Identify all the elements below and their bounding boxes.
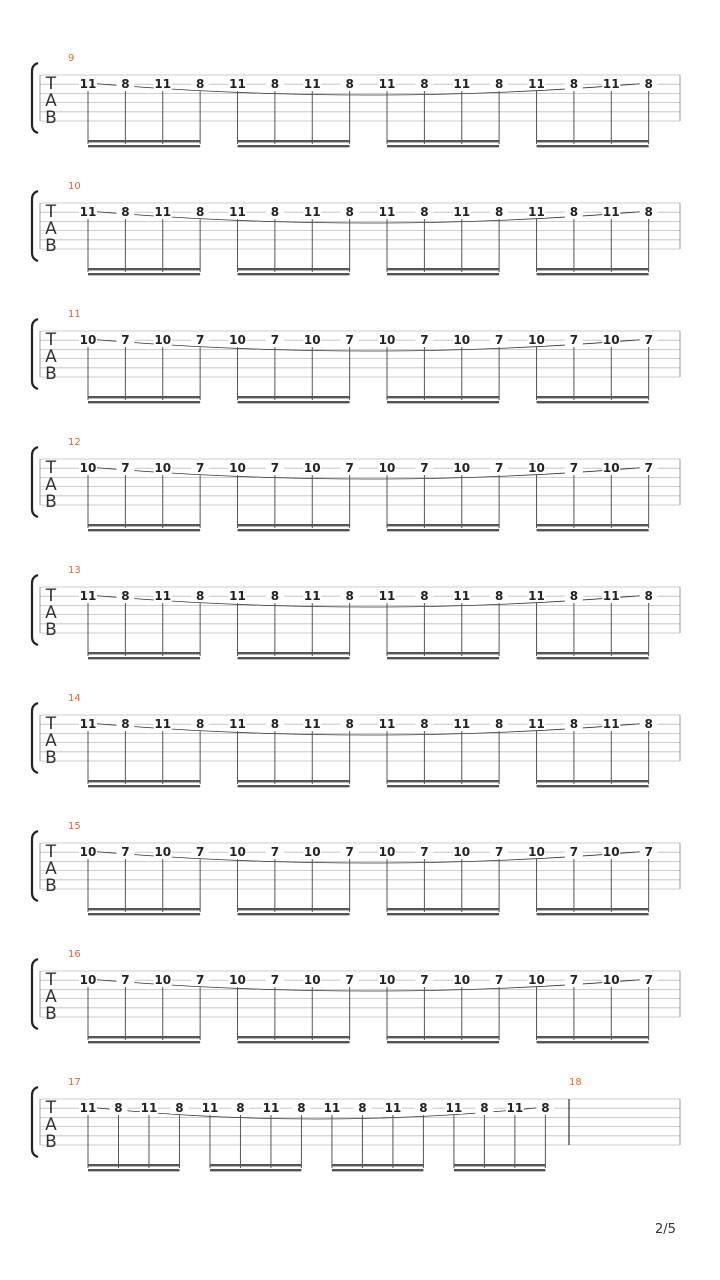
beam (387, 140, 499, 142)
fret-number: 10 (154, 973, 172, 987)
fret-number: 10 (303, 333, 321, 347)
fret-number: 10 (378, 845, 396, 859)
fret-number: 11 (154, 205, 172, 219)
beam (537, 657, 649, 659)
fret-number: 11 (528, 205, 545, 219)
fret-number: 7 (420, 845, 429, 859)
fret-number: 8 (114, 1101, 123, 1115)
fret-number: 7 (420, 333, 429, 347)
fret-number: 8 (494, 589, 504, 603)
fret-number: 7 (195, 333, 205, 347)
fret-number: 7 (494, 845, 504, 859)
tab-clef-letter: A (45, 91, 57, 111)
fret-number: 7 (121, 461, 130, 475)
beam (238, 652, 350, 654)
tab-clef-letter: A (45, 475, 57, 495)
beam (537, 273, 649, 275)
fret-number: 11 (323, 1101, 341, 1115)
fret-number: 8 (270, 205, 280, 219)
beam (88, 652, 200, 654)
fret-number: 7 (569, 845, 579, 859)
fret-number: 8 (121, 589, 130, 603)
fret-number: 11 (602, 589, 620, 603)
fret-number: 8 (480, 1101, 489, 1115)
beam (537, 652, 649, 654)
measure-number: 10 (68, 181, 81, 192)
beam (387, 268, 499, 270)
fret-number: 8 (270, 717, 280, 731)
tab-clef-letter: B (45, 1132, 57, 1152)
tab-clef-letter: A (45, 731, 57, 751)
beam (88, 913, 200, 915)
beam (238, 908, 350, 910)
beam (88, 780, 200, 782)
beam (88, 908, 200, 910)
beam (537, 1041, 649, 1043)
beam (387, 529, 499, 531)
beam (387, 652, 499, 654)
beam (387, 908, 499, 910)
system-bracket (32, 959, 38, 1029)
fret-number: 7 (644, 845, 653, 859)
tab-system (32, 821, 680, 915)
fret-number: 8 (569, 77, 579, 91)
beam (88, 1036, 200, 1038)
fret-number: 8 (358, 1101, 367, 1115)
fret-number: 8 (569, 589, 579, 603)
fret-number: 8 (420, 717, 429, 731)
fret-number: 7 (644, 333, 653, 347)
fret-number: 8 (195, 717, 205, 731)
beam (88, 1164, 179, 1166)
beam (387, 780, 499, 782)
measure-number: 15 (68, 821, 81, 832)
beam (238, 524, 350, 526)
fret-number: 10 (229, 461, 246, 475)
tab-clef-letter: T (45, 330, 57, 350)
tab-clef-letter: B (45, 620, 57, 640)
beam (454, 1169, 545, 1171)
beam (238, 913, 350, 915)
beam (537, 524, 649, 526)
tab-clef-letter: B (45, 876, 57, 896)
tab-clef-letter: T (45, 842, 57, 862)
beam (537, 268, 649, 270)
tab-clef-letter: B (45, 1004, 57, 1024)
beam (88, 396, 200, 398)
system-bracket (32, 1087, 38, 1157)
fret-number: 7 (345, 333, 354, 347)
measure-number: 17 (68, 1077, 81, 1088)
beam (210, 1164, 301, 1166)
fret-number: 10 (453, 461, 471, 475)
fret-number: 8 (569, 205, 579, 219)
beam (238, 529, 350, 531)
fret-number: 11 (229, 589, 246, 603)
tab-system (32, 565, 680, 659)
fret-number: 10 (79, 333, 97, 347)
beam (387, 1041, 499, 1043)
fret-number: 10 (229, 845, 246, 859)
fret-number: 7 (345, 461, 354, 475)
fret-number: 8 (494, 77, 504, 91)
beam (332, 1164, 423, 1166)
fret-number: 10 (602, 333, 620, 347)
fret-number: 7 (494, 333, 504, 347)
fret-number: 11 (453, 205, 471, 219)
beam (238, 1036, 350, 1038)
fret-number: 8 (345, 589, 354, 603)
beam (387, 524, 499, 526)
tab-clef-letter: A (45, 987, 57, 1007)
beam (238, 145, 350, 147)
fret-number: 11 (378, 717, 396, 731)
fret-number: 10 (154, 461, 172, 475)
fret-number: 7 (270, 461, 280, 475)
tab-clef-letter: T (45, 586, 57, 606)
fret-number: 10 (602, 973, 620, 987)
tab-clef-letter: A (45, 347, 57, 367)
fret-number: 7 (569, 461, 579, 475)
fret-number: 11 (303, 589, 321, 603)
fret-number: 10 (453, 845, 471, 859)
system-bracket (32, 447, 38, 517)
tab-clef-letter: B (45, 108, 57, 128)
fret-number: 7 (644, 973, 653, 987)
beam (332, 1169, 423, 1171)
fret-number: 11 (506, 1101, 524, 1115)
fret-number: 10 (528, 333, 545, 347)
fret-number: 7 (121, 333, 130, 347)
tab-clef-letter: T (45, 1098, 57, 1118)
beam (88, 145, 200, 147)
beam (238, 273, 350, 275)
fret-number: 8 (494, 205, 504, 219)
fret-number: 11 (229, 205, 246, 219)
fret-number: 7 (569, 333, 579, 347)
fret-number: 8 (420, 205, 429, 219)
fret-number: 8 (121, 205, 130, 219)
fret-number: 11 (602, 205, 620, 219)
beam (537, 913, 649, 915)
measure-number: 9 (68, 53, 75, 64)
tab-clef-letter: T (45, 74, 57, 94)
fret-number: 8 (569, 717, 579, 731)
fret-number: 8 (195, 77, 205, 91)
fret-number: 11 (154, 77, 172, 91)
fret-number: 11 (378, 589, 396, 603)
system-bracket (32, 703, 38, 773)
measure-number: 14 (68, 693, 81, 704)
measure-number: 18 (569, 1077, 582, 1088)
fret-number: 10 (602, 845, 620, 859)
fret-number: 7 (494, 973, 504, 987)
fret-number: 7 (345, 845, 354, 859)
fret-number: 11 (303, 205, 321, 219)
beam (387, 913, 499, 915)
beam (238, 1041, 350, 1043)
fret-number: 11 (79, 205, 97, 219)
fret-number: 11 (229, 717, 246, 731)
beam (537, 780, 649, 782)
tab-system (32, 949, 680, 1043)
beam (88, 401, 200, 403)
beam (537, 908, 649, 910)
fret-number: 11 (453, 77, 471, 91)
tab-system (32, 181, 680, 275)
fret-number: 10 (378, 461, 396, 475)
tab-clef-letter: B (45, 492, 57, 512)
system-bracket (32, 63, 38, 133)
beam (537, 396, 649, 398)
fret-number: 8 (121, 77, 130, 91)
fret-number: 10 (79, 461, 97, 475)
fret-number: 11 (453, 717, 471, 731)
beam (88, 1169, 179, 1171)
tab-system (32, 437, 680, 531)
beam (387, 145, 499, 147)
fret-number: 10 (303, 461, 321, 475)
measure-number: 12 (68, 437, 81, 448)
tab-clef-letter: B (45, 748, 57, 768)
fret-number: 7 (644, 461, 653, 475)
fret-number: 7 (195, 845, 205, 859)
fret-number: 8 (121, 717, 130, 731)
fret-number: 11 (154, 589, 172, 603)
fret-number: 10 (79, 845, 97, 859)
beam (387, 785, 499, 787)
system-bracket (32, 831, 38, 901)
beam (88, 529, 200, 531)
fret-number: 11 (528, 589, 545, 603)
beam (88, 140, 200, 142)
beam (537, 145, 649, 147)
tab-system (32, 309, 680, 403)
fret-number: 8 (420, 77, 429, 91)
fret-number: 11 (445, 1101, 463, 1115)
fret-number: 8 (297, 1101, 306, 1115)
beam (88, 785, 200, 787)
fret-number: 7 (345, 973, 354, 987)
beam (537, 785, 649, 787)
beam (238, 785, 350, 787)
fret-number: 7 (569, 973, 579, 987)
fret-number: 11 (79, 589, 97, 603)
fret-number: 8 (644, 589, 653, 603)
fret-number: 11 (378, 205, 396, 219)
fret-number: 8 (195, 589, 205, 603)
fret-number: 10 (303, 845, 321, 859)
fret-number: 10 (528, 845, 545, 859)
fret-number: 10 (528, 973, 545, 987)
beam (537, 140, 649, 142)
fret-number: 8 (644, 205, 653, 219)
beam (210, 1169, 301, 1171)
fret-number: 7 (420, 973, 429, 987)
fret-number: 11 (303, 717, 321, 731)
system-bracket (32, 575, 38, 645)
fret-number: 7 (270, 845, 280, 859)
beam (238, 396, 350, 398)
beam (88, 1041, 200, 1043)
measure-number: 11 (68, 309, 81, 320)
tab-clef-letter: T (45, 970, 57, 990)
tab-system (32, 1077, 680, 1171)
fret-number: 7 (195, 461, 205, 475)
fret-number: 8 (345, 205, 354, 219)
fret-number: 7 (420, 461, 429, 475)
fret-number: 7 (121, 845, 130, 859)
fret-number: 11 (262, 1101, 280, 1115)
fret-number: 10 (154, 845, 172, 859)
beam (387, 396, 499, 398)
measure-number: 16 (68, 949, 81, 960)
fret-number: 11 (602, 717, 620, 731)
fret-number: 10 (229, 973, 246, 987)
beam (537, 529, 649, 531)
fret-number: 10 (453, 333, 471, 347)
fret-number: 10 (378, 973, 396, 987)
fret-number: 8 (644, 77, 653, 91)
fret-number: 8 (195, 205, 205, 219)
fret-number: 10 (154, 333, 172, 347)
fret-number: 10 (528, 461, 545, 475)
fret-number: 7 (195, 973, 205, 987)
measure-number: 13 (68, 565, 81, 576)
fret-number: 11 (384, 1101, 402, 1115)
fret-number: 8 (644, 717, 653, 731)
fret-number: 8 (270, 589, 280, 603)
fret-number: 8 (345, 77, 354, 91)
tab-clef-letter: T (45, 458, 57, 478)
tab-system (32, 53, 680, 147)
fret-number: 11 (453, 589, 471, 603)
system-bracket (32, 191, 38, 261)
beam (387, 401, 499, 403)
beam (88, 268, 200, 270)
fret-number: 10 (378, 333, 396, 347)
beam (238, 268, 350, 270)
fret-number: 10 (602, 461, 620, 475)
page-number: 2/5 (655, 1222, 676, 1237)
beam (537, 1036, 649, 1038)
fret-number: 11 (229, 77, 246, 91)
tab-clef-letter: T (45, 202, 57, 222)
fret-number: 8 (345, 717, 354, 731)
fret-number: 8 (419, 1101, 428, 1115)
beam (238, 657, 350, 659)
fret-number: 11 (79, 1101, 97, 1115)
fret-number: 10 (453, 973, 471, 987)
fret-number: 10 (79, 973, 97, 987)
fret-number: 10 (229, 333, 246, 347)
tab-clef-letter: B (45, 364, 57, 384)
fret-number: 11 (154, 717, 172, 731)
tab-clef-letter: T (45, 714, 57, 734)
fret-number: 8 (420, 589, 429, 603)
fret-number: 8 (494, 717, 504, 731)
fret-number: 8 (236, 1101, 245, 1115)
beam (238, 780, 350, 782)
fret-number: 11 (528, 77, 545, 91)
beam (387, 273, 499, 275)
fret-number: 7 (270, 973, 280, 987)
tab-clef-letter: A (45, 219, 57, 239)
beam (454, 1164, 545, 1166)
tab-clef-letter: A (45, 603, 57, 623)
beam (238, 140, 350, 142)
fret-number: 11 (79, 717, 97, 731)
tab-clef-letter: B (45, 236, 57, 256)
fret-number: 8 (541, 1101, 550, 1115)
fret-number: 7 (270, 333, 280, 347)
tab-clef-letter: A (45, 859, 57, 879)
tab-clef-letter: A (45, 1115, 57, 1135)
system-bracket (32, 319, 38, 389)
fret-number: 8 (175, 1101, 184, 1115)
fret-number: 11 (140, 1101, 158, 1115)
beam (88, 273, 200, 275)
beam (88, 657, 200, 659)
fret-number: 11 (528, 717, 545, 731)
beam (387, 1036, 499, 1038)
beam (238, 401, 350, 403)
beam (387, 657, 499, 659)
tab-system (32, 693, 680, 787)
fret-number: 11 (303, 77, 321, 91)
fret-number: 7 (494, 461, 504, 475)
beam (88, 524, 200, 526)
fret-number: 7 (121, 973, 130, 987)
fret-number: 11 (378, 77, 396, 91)
fret-number: 11 (79, 77, 97, 91)
beam (537, 401, 649, 403)
fret-number: 10 (303, 973, 321, 987)
fret-number: 11 (602, 77, 620, 91)
fret-number: 8 (270, 77, 280, 91)
fret-number: 11 (201, 1101, 219, 1115)
